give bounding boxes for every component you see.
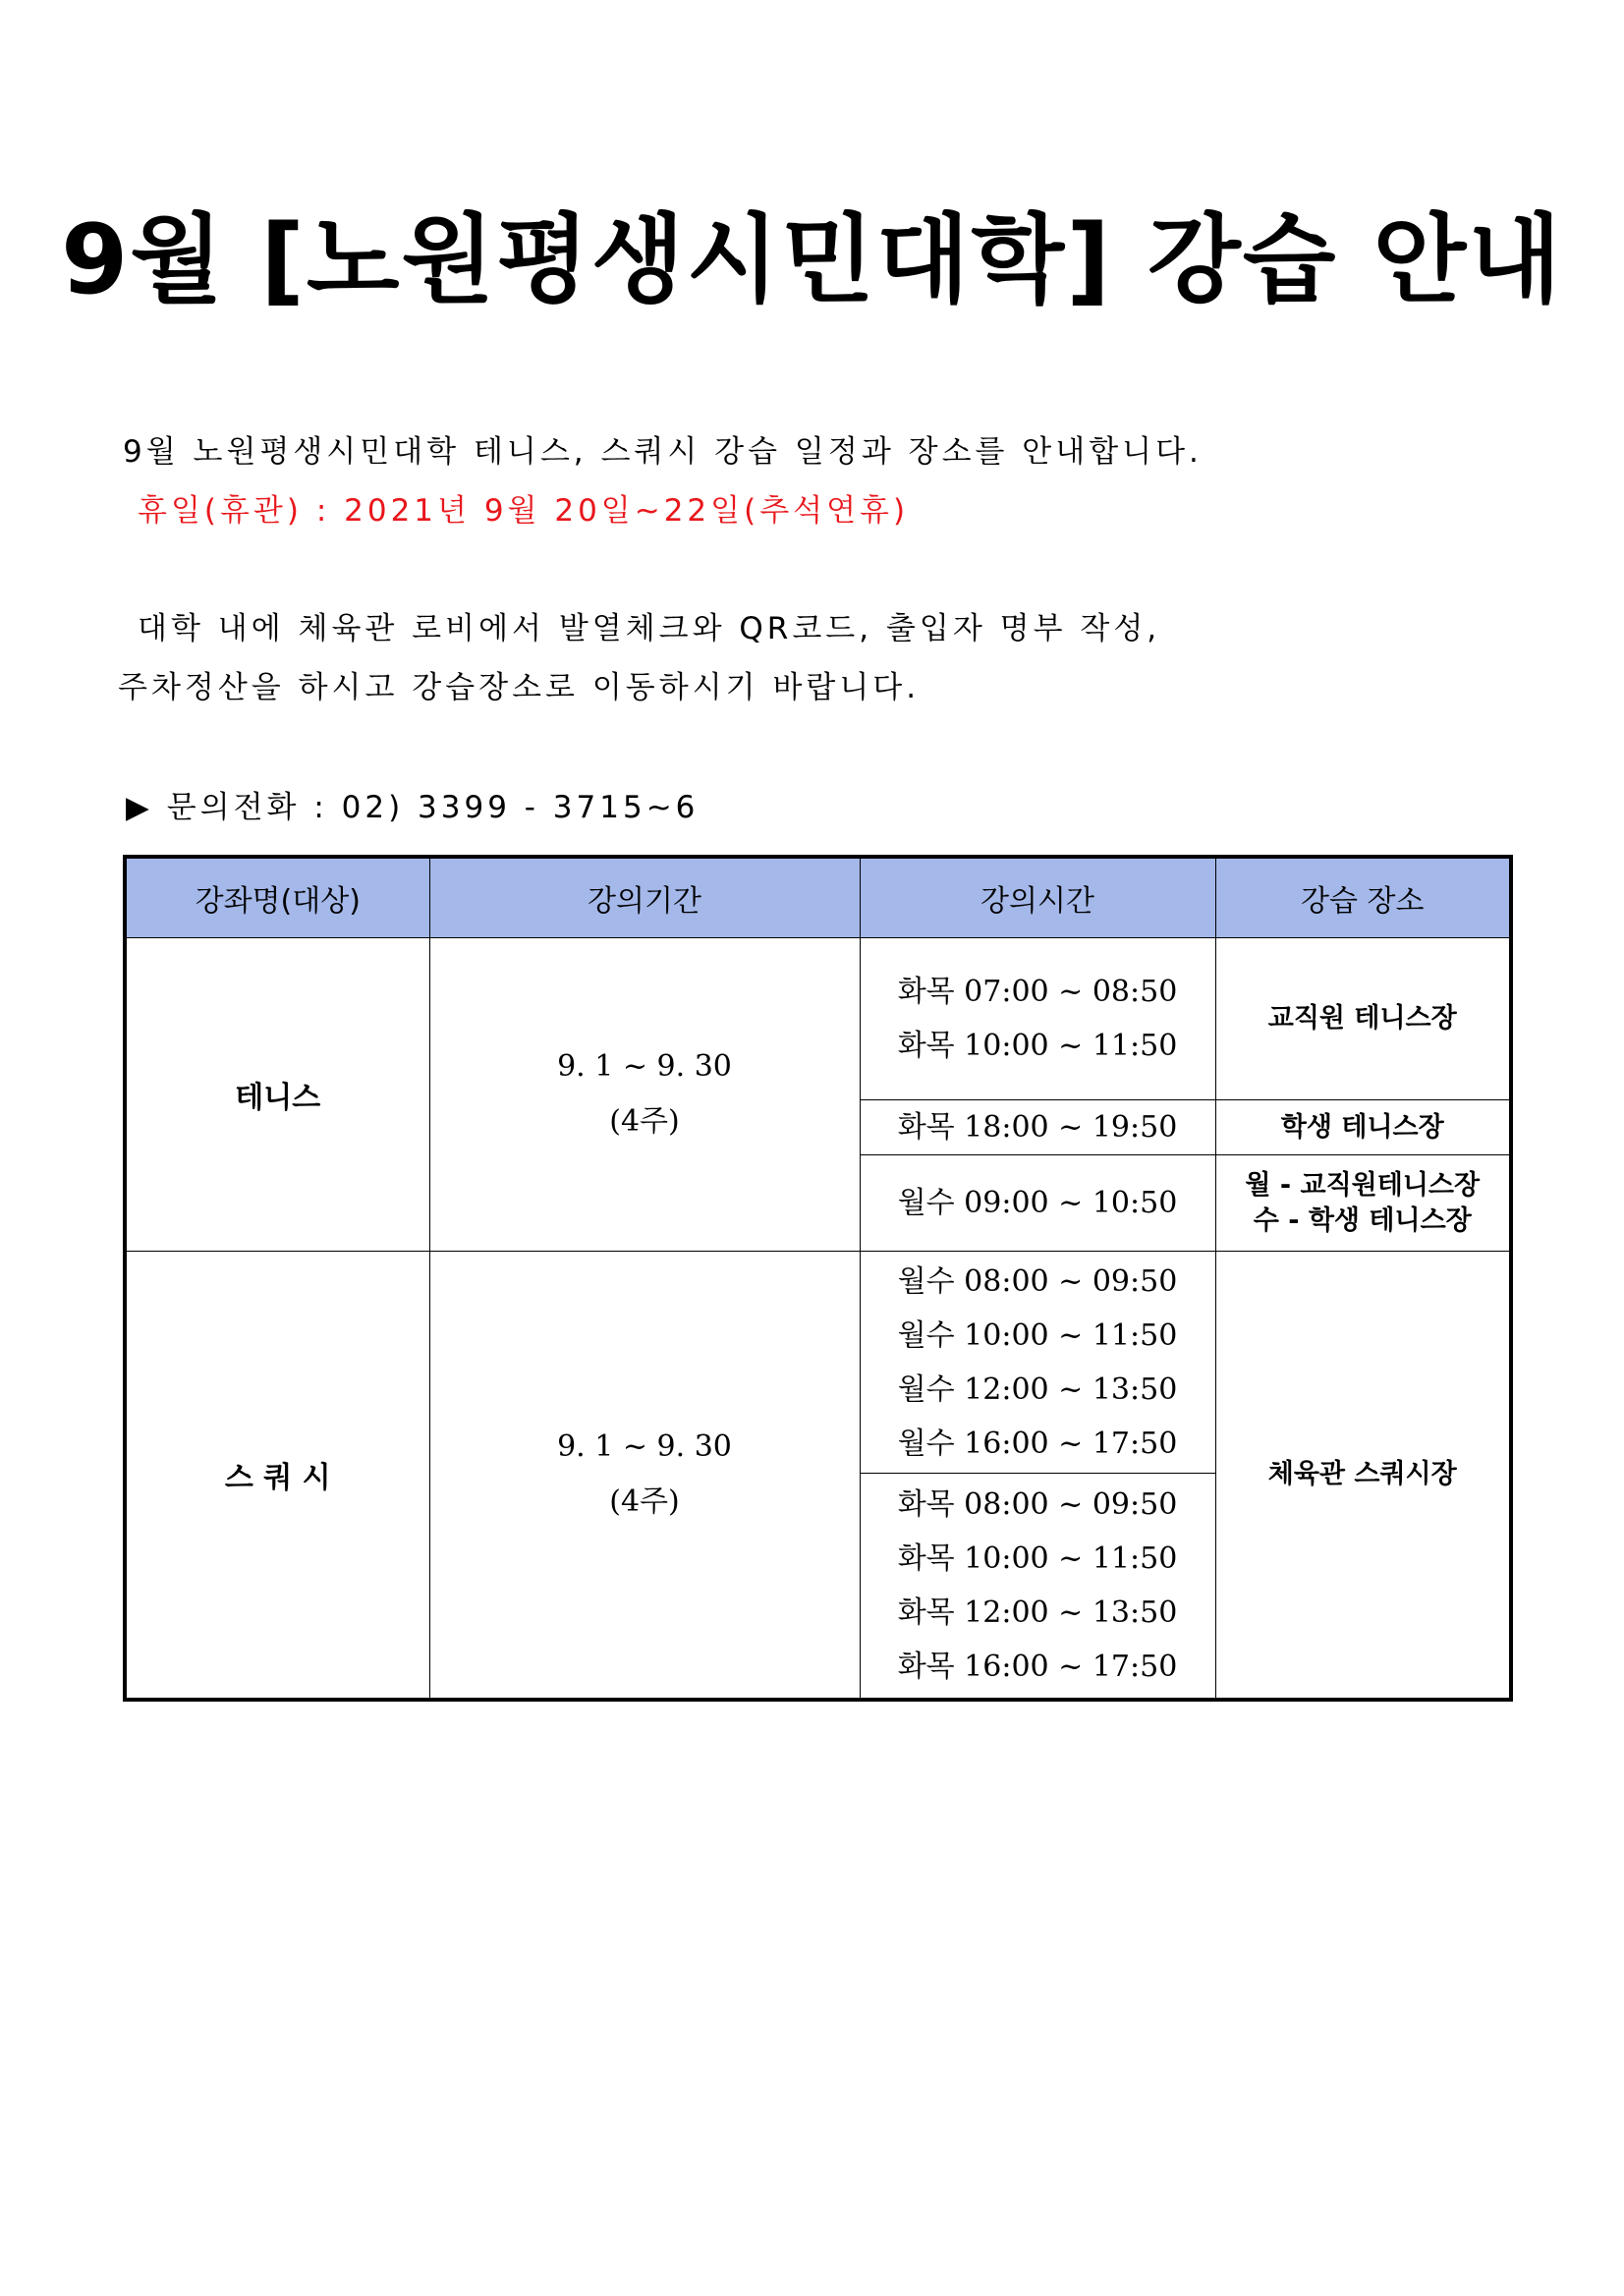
- place-student-tennis-court: 학생 테니스장: [1215, 1100, 1511, 1155]
- time-slot: 월수 09:00 ~ 10:50: [897, 1186, 1178, 1220]
- course-name-tennis: 테니스: [125, 938, 429, 1252]
- schedule-table: [123, 855, 1513, 1702]
- time-slot: 화목 08:00 ~ 09:50: [897, 1486, 1178, 1522]
- time-slot: 화목 16:00 ~ 17:50: [897, 1649, 1178, 1684]
- place-gym-squash-court: 체육관 스쿼시장: [1215, 1252, 1511, 1700]
- time-slot-group: [860, 1474, 1215, 1700]
- place-line: 수 - 학생 테니스장: [1253, 1204, 1472, 1236]
- place-staff-tennis-court: 교직원 테니스장: [1215, 938, 1511, 1100]
- holiday-notice: 휴일(휴관) : 2021년 9월 20일~22일(추석연휴): [138, 493, 910, 529]
- period-dates: 9. 1 ~ 9. 30: [557, 1428, 732, 1464]
- header-place: 강습 장소: [1215, 857, 1511, 938]
- period-squash: [429, 1252, 860, 1700]
- time-slot: 화목 18:00 ~ 19:50: [897, 1110, 1178, 1145]
- place-split-tennis-court: [1215, 1155, 1511, 1252]
- time-slot: 월수 16:00 ~ 17:50: [897, 1426, 1178, 1461]
- time-slot-group: [860, 1155, 1215, 1252]
- header-time: 강의시간: [860, 857, 1215, 938]
- period-weeks: (4주): [609, 1104, 680, 1139]
- time-slot: 화목 07:00 ~ 08:50: [897, 975, 1178, 1009]
- time-slot: 화목 12:00 ~ 13:50: [897, 1595, 1178, 1630]
- place-line: 월 - 교직원테니스장: [1245, 1169, 1481, 1201]
- time-slot: 월수 12:00 ~ 13:50: [897, 1372, 1178, 1407]
- time-slot: 화목 10:00 ~ 11:50: [897, 1029, 1178, 1063]
- table-row: [125, 1252, 1511, 1474]
- period-tennis: [429, 938, 860, 1252]
- period-dates: 9. 1 ~ 9. 30: [557, 1049, 732, 1084]
- page-title: 9월 [노원평생시민대학] 강습 안내: [61, 204, 1563, 316]
- table-row: [125, 938, 1511, 1100]
- time-slot: 월수 10:00 ~ 11:50: [897, 1317, 1178, 1353]
- time-slot-group: [860, 938, 1215, 1100]
- time-slot-group: [860, 1252, 1215, 1474]
- time-slot-group: [860, 1100, 1215, 1155]
- period-weeks: (4주): [609, 1484, 680, 1519]
- entry-notice-line2: 주차정산을 하시고 강습장소로 이동하시기 바랍니다.: [118, 670, 921, 705]
- header-period: 강의기간: [429, 857, 860, 938]
- course-name-squash: 스 쿼 시: [125, 1252, 429, 1700]
- header-course-name: 강좌명(대상): [125, 857, 429, 938]
- time-slot: 화목 10:00 ~ 11:50: [897, 1540, 1178, 1576]
- time-slot: 월수 08:00 ~ 09:50: [897, 1263, 1178, 1299]
- intro-line: 9월 노원평생시민대학 테니스, 스쿼시 강습 일정과 장소를 안내합니다.: [123, 434, 1203, 470]
- entry-notice-line1: 대학 내에 체육관 로비에서 발열체크와 QR코드, 출입자 명부 작성,: [138, 611, 1161, 646]
- table-header-row: [125, 857, 1511, 938]
- contact-phone: ▶ 문의전화 : 02) 3399 - 3715~6: [126, 790, 700, 825]
